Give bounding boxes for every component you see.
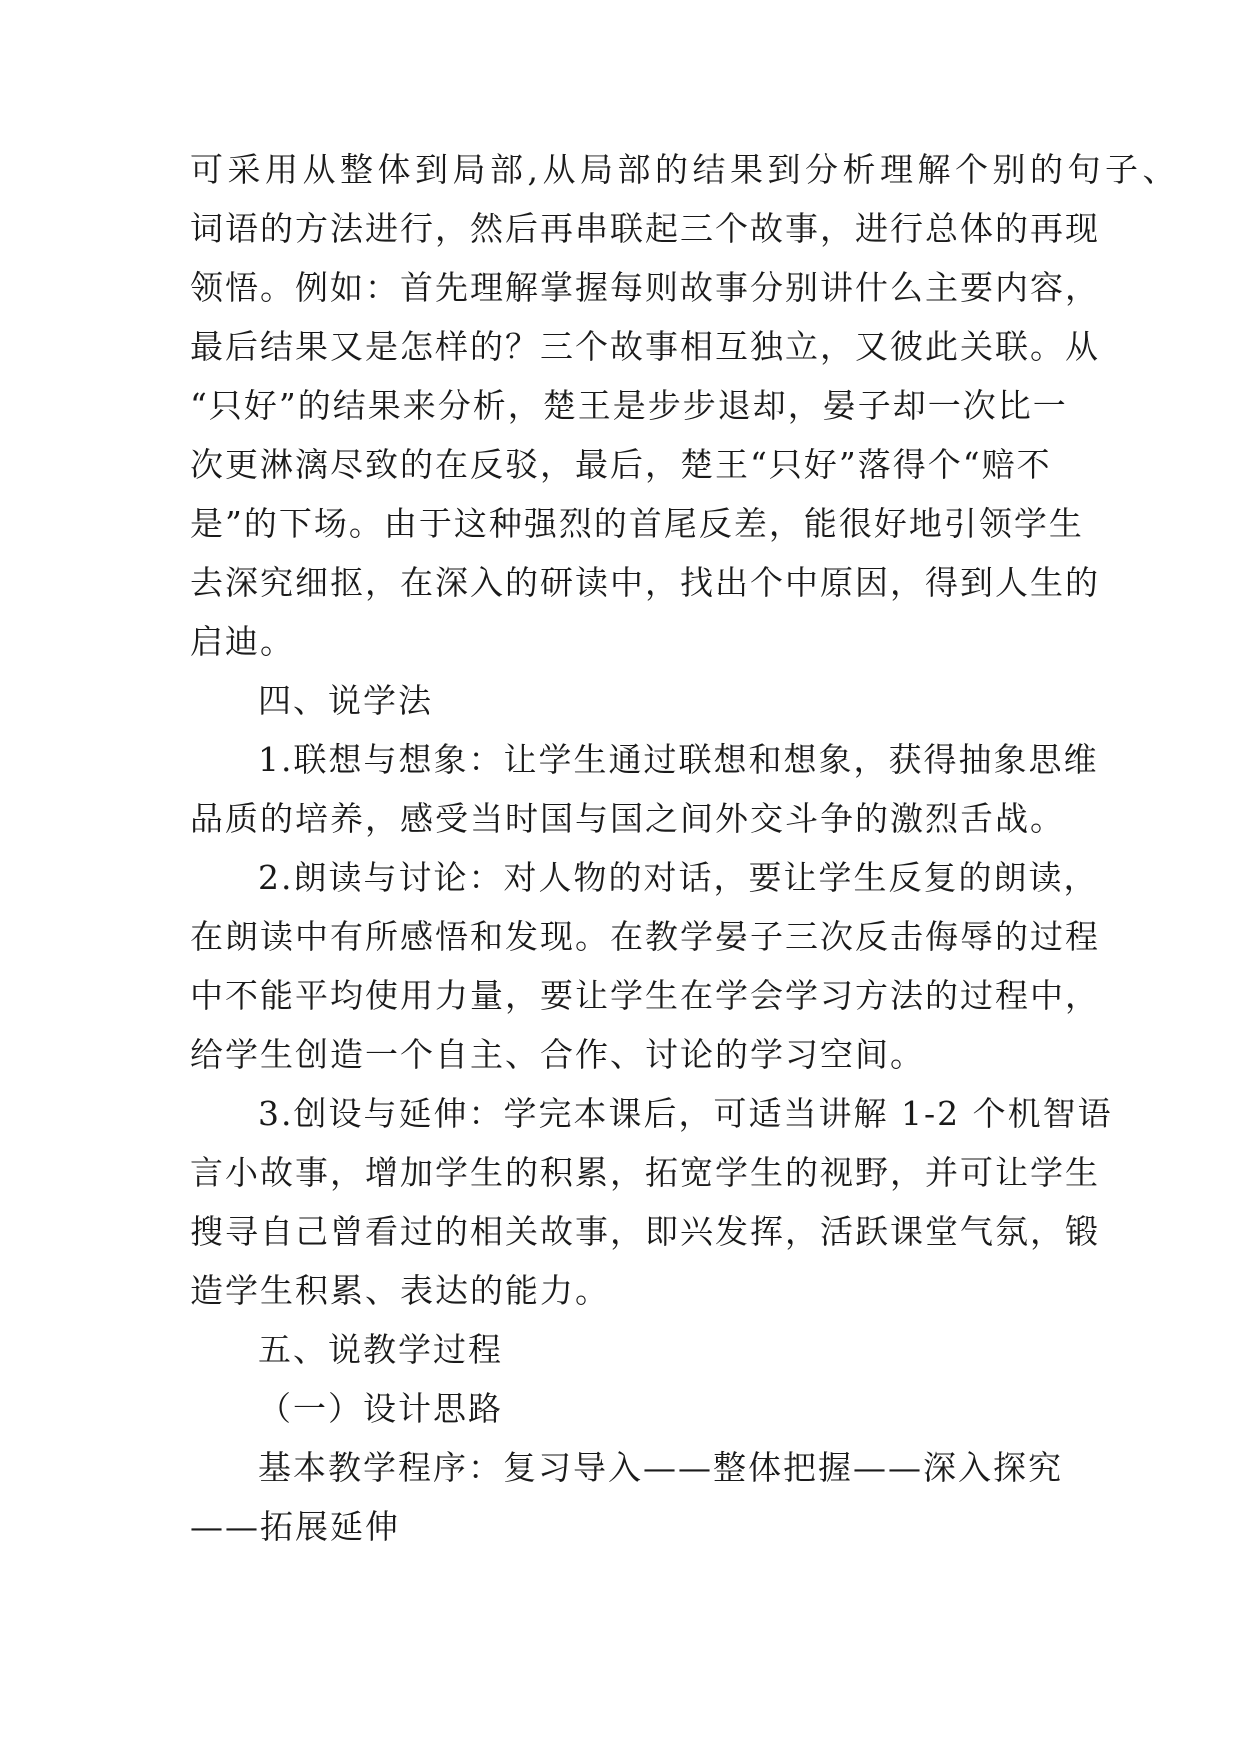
text-line: 词语的方法进行，然后再串联起三个故事，进行总体的再现 (190, 209, 1100, 248)
text-line: 可采用从整体到局部,从局部的结果到分析理解个别的句子、 (190, 150, 1180, 189)
text-line: 次更淋漓尽致的在反驳，最后，楚王“只好”落得个“赔不 (190, 445, 1052, 484)
text-line: 是”的下场。由于这种强烈的首尾反差，能很好地引领学生 (190, 504, 1084, 543)
text-line: 领悟。例如：首先理解掌握每则故事分别讲什么主要内容， (190, 268, 1100, 307)
text-line: 造学生积累、表达的能力。 (190, 1271, 610, 1310)
text-line: 品质的培养，感受当时国与国之间外交斗争的激烈舌战。 (190, 799, 1065, 838)
text-line: 2.朗读与讨论：对人物的对话，要让学生反复的朗读， (258, 858, 1099, 897)
section-heading: 四、说学法 (258, 681, 433, 720)
text-line: 给学生创造一个自主、合作、讨论的学习空间。 (190, 1035, 925, 1074)
text-line: 启迪。 (190, 622, 295, 661)
section-heading: 五、说教学过程 (258, 1330, 503, 1369)
text-line: 基本教学程序：复习导入——整体把握——深入探究 (258, 1448, 1063, 1487)
text-line: 1.联想与想象：让学生通过联想和想象，获得抽象思维 (258, 740, 1099, 779)
text-line: 去深究细抠，在深入的研读中，找出个中原因，得到人生的 (190, 563, 1100, 602)
text-line: 搜寻自己曾看过的相关故事，即兴发挥，活跃课堂气氛，锻 (190, 1212, 1100, 1251)
text-line: “只好”的结果来分析，楚王是步步退却，晏子却一次比一 (190, 386, 1068, 425)
text-line: 最后结果又是怎样的？三个故事相互独立，又彼此关联。从 (190, 327, 1100, 366)
text-line: 言小故事，增加学生的积累，拓宽学生的视野，并可让学生 (190, 1153, 1100, 1192)
text-line: 在朗读中有所感悟和发现。在教学晏子三次反击侮辱的过程 (190, 917, 1100, 956)
subsection-heading: （一）设计思路 (258, 1389, 503, 1428)
text-line: ——拓展延伸 (190, 1507, 400, 1546)
text-line: 中不能平均使用力量，要让学生在学会学习方法的过程中， (190, 976, 1100, 1015)
text-line: 3.创设与延伸：学完本课后，可适当讲解 1-2 个机智语 (258, 1094, 1113, 1133)
